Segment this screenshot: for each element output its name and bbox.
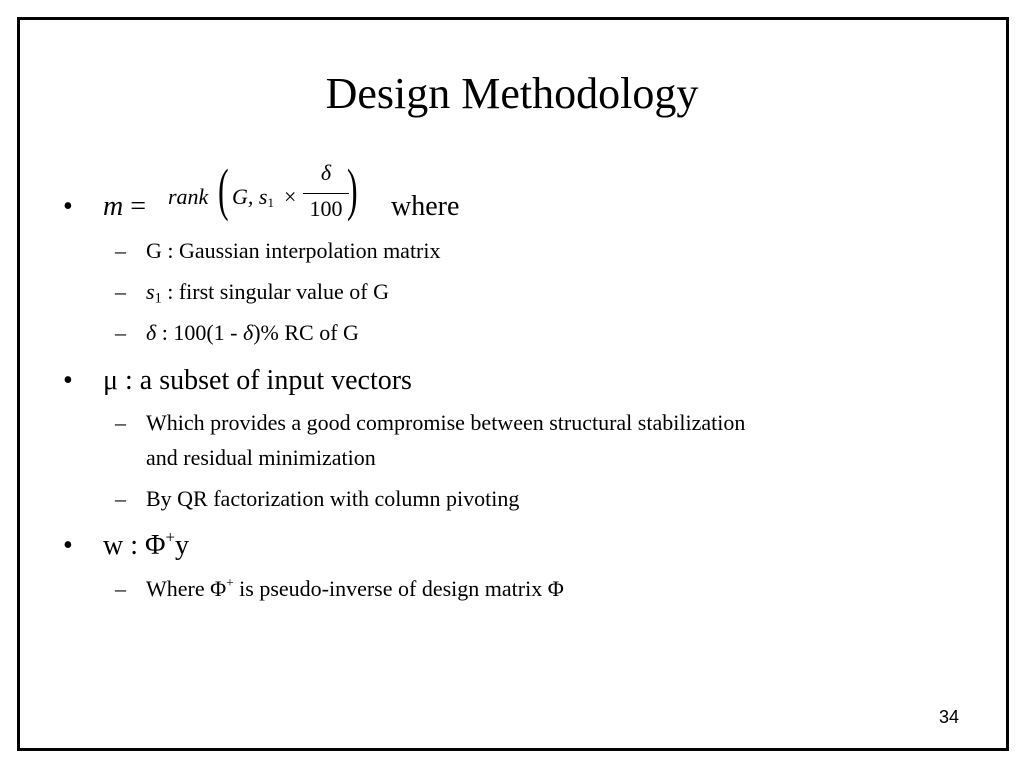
bullet-w-sup: +: [165, 527, 175, 547]
sub-text-s1: : first singular value of G: [161, 279, 390, 304]
sub-bullet-s1: [115, 279, 390, 308]
bullet-mu: [63, 365, 412, 397]
formula-left-paren: (: [218, 157, 229, 222]
bullet-w-text-b: y: [174, 530, 189, 561]
sub-text-delta-b: )% RC of G: [253, 320, 359, 345]
sub-text-delta-a: : 100(1 -: [156, 320, 243, 345]
formula-numerator: δ: [320, 160, 332, 185]
dash: –: [115, 486, 126, 511]
slide-title: Design Methodology: [325, 69, 699, 118]
sub-bullet-g: [115, 238, 441, 264]
sub-bullet-pseudo-inverse: [115, 574, 564, 602]
equals-sign: =: [123, 191, 147, 222]
fraction-bar: [303, 193, 349, 194]
sub-delta-inline: δ: [243, 320, 254, 345]
formula-denominator: 100: [309, 196, 343, 221]
sub-bullet-compromise: [115, 410, 746, 436]
sub-lead-delta: δ: [146, 320, 157, 345]
page-number: 34: [939, 707, 960, 727]
sub-bullet-delta: [115, 320, 359, 346]
formula-rank: rank: [168, 184, 209, 209]
formula-right-paren: ): [347, 157, 358, 222]
formula-args: [232, 184, 274, 211]
dash: –: [115, 279, 126, 304]
bullet-dot: •: [63, 191, 73, 222]
bullet-mu-text: μ : a subset of input vectors: [103, 365, 412, 396]
dash: –: [115, 410, 126, 435]
formula-subscript: 1: [267, 195, 274, 210]
dash: –: [115, 576, 126, 601]
sub-bullet-qr: [115, 486, 520, 512]
bullet-where: where: [391, 191, 460, 222]
sub-text-compromise-line2: and residual minimization: [146, 445, 376, 470]
bullet-dot: •: [63, 530, 73, 561]
dash: –: [115, 238, 126, 263]
variable-m: m: [103, 191, 124, 222]
bullet-dot: •: [63, 365, 73, 396]
sub-text-compromise-line1: Which provides a good compromise between structural stabilization: [146, 410, 746, 435]
bullet-m-definition: [63, 191, 147, 223]
sub-lead-g: G: [146, 238, 162, 263]
sub-pseudo-sup: +: [226, 574, 234, 590]
bullet-w-text-a: w : Φ: [103, 530, 166, 561]
sub-text-pseudo-b: is pseudo-inverse of design matrix Φ: [233, 576, 564, 601]
sub-text-qr: By QR factorization with column pivoting: [146, 486, 520, 511]
sub-lead-s: s: [146, 279, 155, 304]
rank-formula: [165, 157, 365, 232]
formula-times: ×: [284, 184, 297, 209]
sub-text-pseudo-a: Where Φ: [146, 576, 227, 601]
sub-text-g: : Gaussian interpolation matrix: [161, 238, 441, 263]
sub-lead-s-subscript: 1: [154, 290, 162, 307]
formula-args-text: G, s: [232, 184, 268, 209]
bullet-w: [63, 527, 189, 562]
dash: –: [115, 320, 126, 345]
